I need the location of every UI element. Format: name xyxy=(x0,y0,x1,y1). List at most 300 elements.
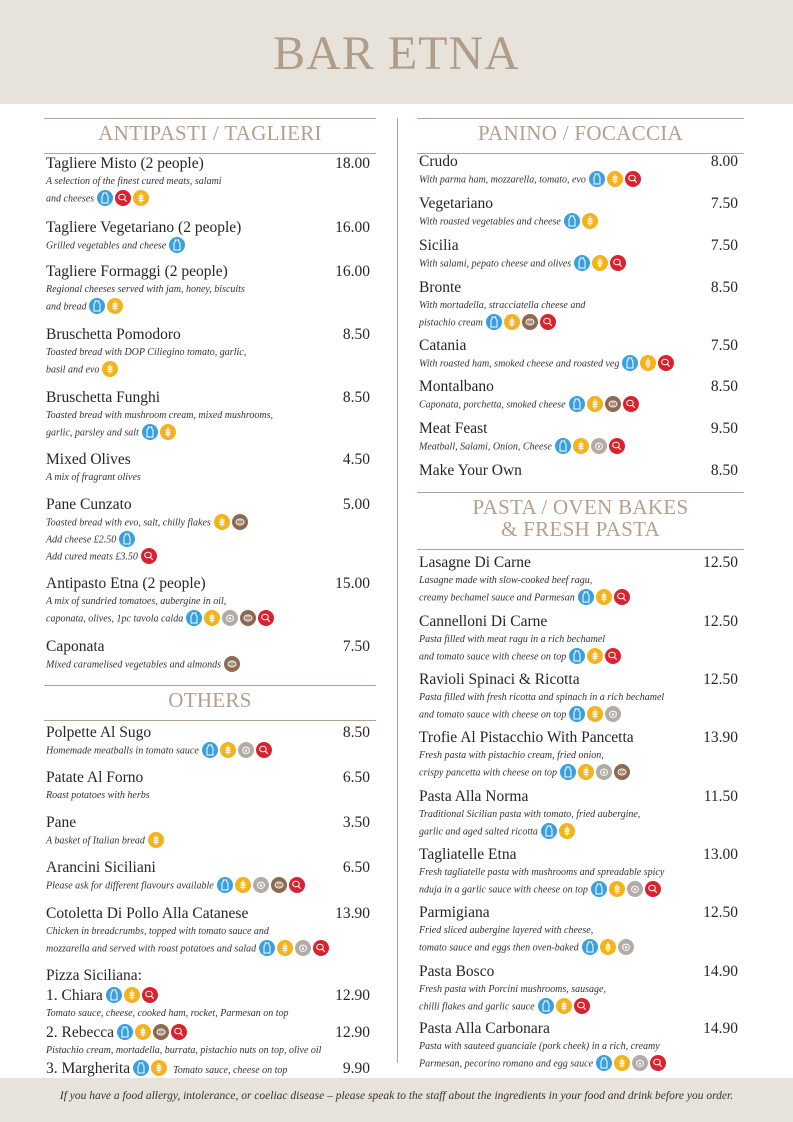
description-text: Add cured meats £3.50 xyxy=(46,550,138,562)
description-text: Toasted bread with evo, salt, chilly flakes xyxy=(46,517,211,529)
description-text: Pasta filled with fresh ricotta and spinach in a rich bechamel xyxy=(419,692,665,703)
item-name: Antipasto Etna (2 people) xyxy=(46,575,206,592)
item-name: Pasta Bosco xyxy=(419,963,495,980)
allergen-icons xyxy=(217,877,305,893)
item-description xyxy=(419,397,744,414)
item-price: 6.50 xyxy=(342,769,370,786)
description-text: A selection of the finest cured meats, salami xyxy=(46,176,222,187)
milk-bottle-icon xyxy=(560,764,576,780)
description-text: With parma ham, mozzarella, tomato, evo xyxy=(419,174,586,186)
menu-item xyxy=(419,962,744,1015)
item-price: 7.50 xyxy=(710,337,738,354)
item-name: Parmigiana xyxy=(419,904,490,921)
item-description xyxy=(419,1039,744,1056)
item-price: 8.50 xyxy=(342,326,370,343)
allergen-icons xyxy=(569,396,639,412)
allergen-icons xyxy=(564,213,598,229)
pizza-name-text: 2. Rebecca xyxy=(46,1023,114,1041)
milk-bottle-icon xyxy=(622,355,638,371)
menu-item xyxy=(46,768,376,805)
meat-drumstick-icon xyxy=(658,355,674,371)
description-text: Fresh tagliatelle pasta with mushrooms and spreadable spicy xyxy=(419,867,665,878)
menu-item xyxy=(46,813,376,850)
item-description xyxy=(46,743,376,760)
item-description xyxy=(46,515,376,532)
milk-bottle-icon xyxy=(169,237,185,253)
panino-heading: PANINO / FOCACCIA xyxy=(477,121,684,145)
wheat-icon xyxy=(609,881,625,897)
item-description xyxy=(46,594,376,611)
item-description xyxy=(419,1056,744,1073)
menu-item xyxy=(46,154,376,207)
item-price: 12.50 xyxy=(703,904,738,921)
description-text: Parmesan, pecorino romano and egg sauce xyxy=(419,1057,594,1069)
meat-drumstick-icon xyxy=(625,171,641,187)
description-text: Please ask for different flavours available xyxy=(46,880,214,892)
allergen-icons xyxy=(186,610,274,626)
pizza-description: Tomato sauce, cheese, cooked ham, rocket, Parmesan on top xyxy=(46,1008,289,1019)
menu-item xyxy=(419,336,744,373)
wheat-icon xyxy=(587,648,603,664)
item-name: Cannelloni Di Carne xyxy=(419,613,548,630)
item-description xyxy=(419,982,744,999)
description-text: Meatball, Salami, Onion, Cheese xyxy=(419,441,552,453)
antipasti-heading: ANTIPASTI / TAGLIERI xyxy=(98,121,322,145)
description-text: Caponata, porchetta, smoked cheese xyxy=(419,399,566,411)
item-description xyxy=(419,999,744,1016)
item-description xyxy=(46,941,376,958)
item-description xyxy=(419,807,744,824)
nut-icon xyxy=(240,610,256,626)
wheat-icon xyxy=(277,940,293,956)
milk-bottle-icon xyxy=(106,987,122,1003)
item-description xyxy=(419,298,744,315)
item-description xyxy=(419,865,744,882)
item-description xyxy=(46,924,376,941)
meat-drumstick-icon xyxy=(605,648,621,664)
item-price: 18.00 xyxy=(335,155,370,172)
egg-icon xyxy=(632,1055,648,1071)
item-price: 8.50 xyxy=(342,724,370,741)
allergen-icons xyxy=(97,190,149,206)
item-price: 14.90 xyxy=(703,963,738,980)
wheat-icon xyxy=(607,171,623,187)
item-name: Pane Cunzato xyxy=(46,496,132,513)
wheat-icon xyxy=(559,823,575,839)
description-text: With salami, pepato cheese and olives xyxy=(419,258,572,270)
meat-drumstick-icon xyxy=(623,396,639,412)
wheat-icon xyxy=(592,255,608,271)
item-price: 9.50 xyxy=(710,420,738,437)
wheat-icon xyxy=(214,514,230,530)
pizza-heading: Pizza Siciliana: xyxy=(46,967,142,984)
allergen-icons xyxy=(141,548,157,564)
wheat-icon xyxy=(640,355,656,371)
menu-item xyxy=(46,574,376,627)
wheat-icon xyxy=(235,877,251,893)
menu-item xyxy=(46,858,376,895)
description-text: Toasted bread with DOP Ciliegino tomato, garlic, xyxy=(46,347,247,358)
nut-icon xyxy=(232,514,248,530)
allergen-icons xyxy=(541,823,575,839)
milk-bottle-icon xyxy=(591,881,607,897)
item-description xyxy=(419,765,744,782)
description-text: A mix of sundried tomatoes, aubergine in oil, xyxy=(46,596,227,607)
item-price: 6.50 xyxy=(342,859,370,876)
item-description xyxy=(419,707,744,724)
wheat-icon xyxy=(133,190,149,206)
description-text: Grilled vegetables and cheese xyxy=(46,240,167,252)
description-text: Roast potatoes with herbs xyxy=(46,790,150,801)
item-price: 13.90 xyxy=(335,905,370,922)
description-text: Regional cheeses served with jam, honey, biscuits xyxy=(46,284,245,295)
milk-bottle-icon xyxy=(596,1055,612,1071)
pizza-name-text: 1. Chiara xyxy=(46,987,103,1004)
description-text: creamy bechamel sauce and Parmesan xyxy=(419,591,575,603)
menu-item xyxy=(46,637,376,674)
item-price: 7.50 xyxy=(342,638,370,655)
meat-drumstick-icon xyxy=(610,255,626,271)
egg-icon xyxy=(238,742,254,758)
meat-drumstick-icon xyxy=(609,438,625,454)
egg-icon xyxy=(605,706,621,722)
item-name: Mixed Olives xyxy=(46,451,131,468)
meat-drumstick-icon xyxy=(313,940,329,956)
item-description xyxy=(419,573,744,590)
meat-drumstick-icon xyxy=(256,742,272,758)
menu-item xyxy=(419,461,744,481)
menu-item xyxy=(419,787,744,840)
menu-item xyxy=(419,377,744,414)
milk-bottle-icon xyxy=(541,823,557,839)
item-name: Bronte xyxy=(419,279,462,296)
allergen-icons xyxy=(596,1055,666,1071)
egg-icon xyxy=(596,764,612,780)
wheat-icon xyxy=(614,1055,630,1071)
wheat-icon xyxy=(578,764,594,780)
egg-icon xyxy=(222,610,238,626)
allergen-icons xyxy=(591,881,661,897)
wheat-icon xyxy=(107,298,123,314)
item-price: 8.50 xyxy=(710,378,738,395)
item-name: Make Your Own xyxy=(419,462,522,479)
nut-icon xyxy=(224,656,240,672)
allergen-icons xyxy=(214,514,248,530)
item-name: Crudo xyxy=(419,153,458,170)
item-price: 5.00 xyxy=(342,496,370,513)
menu-item xyxy=(419,728,744,781)
milk-bottle-icon xyxy=(578,589,594,605)
menu-item xyxy=(419,903,744,956)
meat-drumstick-icon xyxy=(141,548,157,564)
item-name: Bruschetta Funghi xyxy=(46,389,161,406)
pizza-name xyxy=(46,1059,376,1080)
menu-item xyxy=(419,845,744,898)
pizza-name xyxy=(46,986,376,1006)
allergy-notice: If you have a food allergy, intolerance, or coeliac disease – please speak to the staff about the ingredients in your food and drink before you order. xyxy=(59,1090,734,1102)
description-text: pistachio cream xyxy=(419,316,483,328)
milk-bottle-icon xyxy=(555,438,571,454)
item-description xyxy=(46,833,376,850)
item-description xyxy=(419,923,744,940)
milk-bottle-icon xyxy=(569,706,585,722)
wheat-icon xyxy=(556,998,572,1014)
allergen-icons xyxy=(259,940,329,956)
wheat-icon xyxy=(587,396,603,412)
description-text: With roasted vegetables and cheese xyxy=(419,216,561,228)
description-text: and tomato sauce with cheese on top xyxy=(419,708,567,720)
pizza-name-text: 3. Margherita xyxy=(46,1060,131,1077)
item-price: 12.50 xyxy=(703,613,738,630)
egg-icon xyxy=(591,438,607,454)
wheat-icon xyxy=(504,314,520,330)
pizza-row xyxy=(46,1023,376,1060)
item-name: Sicilia xyxy=(419,237,459,254)
item-description xyxy=(46,549,376,566)
wheat-icon xyxy=(135,1024,151,1040)
menu-item xyxy=(46,262,376,315)
item-description xyxy=(46,470,376,487)
item-description xyxy=(46,657,376,674)
meat-drumstick-icon xyxy=(115,190,131,206)
allergen-icons xyxy=(569,706,621,722)
menu-item xyxy=(419,670,744,723)
allergen-icons xyxy=(589,171,641,187)
menu-item xyxy=(46,325,376,378)
footer-banner xyxy=(0,1078,793,1122)
item-name: Cotoletta Di Pollo Alla Catanese xyxy=(46,905,249,922)
wheat-icon xyxy=(600,939,616,955)
allergen-icons xyxy=(555,438,625,454)
wheat-icon xyxy=(160,424,176,440)
item-description xyxy=(46,345,376,362)
milk-bottle-icon xyxy=(486,314,502,330)
menu-item xyxy=(46,904,376,957)
item-description xyxy=(46,299,376,316)
item-name: Meat Feast xyxy=(419,420,488,437)
item-description xyxy=(46,191,376,208)
menu-item xyxy=(419,553,744,606)
pizza-row xyxy=(46,986,376,1023)
allergen-icons xyxy=(106,987,158,1003)
description-text: Toasted bread with mushroom cream, mixed mushrooms, xyxy=(46,410,274,421)
pasta-heading: PASTA / OVEN BAKES xyxy=(472,495,689,519)
description-text: basil and evo xyxy=(46,363,100,375)
meat-drumstick-icon xyxy=(171,1024,187,1040)
item-description xyxy=(46,174,376,191)
item-price: 7.50 xyxy=(710,195,738,212)
description-text: With mortadella, stracciatella cheese and xyxy=(419,300,586,311)
milk-bottle-icon xyxy=(569,396,585,412)
others-heading: OTHERS xyxy=(168,688,252,712)
item-name: Ravioli Spinaci & Ricotta xyxy=(419,671,580,688)
milk-bottle-icon xyxy=(97,190,113,206)
allergen-icons xyxy=(574,255,626,271)
item-name: Patate Al Forno xyxy=(46,769,144,786)
item-name: Polpette Al Sugo xyxy=(46,724,152,741)
meat-drumstick-icon xyxy=(645,881,661,897)
item-description xyxy=(46,878,376,895)
item-name: Pasta Alla Carbonara xyxy=(419,1020,550,1037)
description-text: nduja in a garlic sauce with cheese on top xyxy=(419,883,588,895)
pizza-price: 12.90 xyxy=(335,987,370,1004)
menu-item xyxy=(46,723,376,760)
item-description xyxy=(46,788,376,805)
item-description xyxy=(46,611,376,628)
description-text: caponata, olives, 1pc tavola calda xyxy=(46,612,184,624)
wheat-icon xyxy=(124,987,140,1003)
wheat-icon xyxy=(596,589,612,605)
menu-item xyxy=(419,236,744,273)
item-price: 12.50 xyxy=(703,671,738,688)
item-description xyxy=(46,532,376,549)
item-price: 8.00 xyxy=(710,153,738,170)
item-description xyxy=(419,690,744,707)
description-text: garlic, parsley and salt xyxy=(46,426,139,438)
allergen-icons xyxy=(133,1060,167,1076)
nut-icon xyxy=(605,396,621,412)
meat-drumstick-icon xyxy=(258,610,274,626)
menu-item xyxy=(419,194,744,231)
description-text: garlic and aged salted ricotta xyxy=(419,825,538,837)
header-banner xyxy=(0,0,793,104)
nut-icon xyxy=(271,877,287,893)
meat-drumstick-icon xyxy=(289,877,305,893)
allergen-icons xyxy=(119,531,135,547)
pizza-row xyxy=(46,1059,376,1080)
description-text: With roasted ham, smoked cheese and roasted veg xyxy=(419,358,620,370)
milk-bottle-icon xyxy=(589,171,605,187)
pasta-heading: & FRESH PASTA xyxy=(500,517,660,541)
wheat-icon xyxy=(151,1060,167,1076)
milk-bottle-icon xyxy=(202,742,218,758)
item-description xyxy=(419,256,744,273)
item-price: 11.50 xyxy=(703,788,738,805)
item-name: Lasagne Di Carne xyxy=(419,554,531,571)
meat-drumstick-icon xyxy=(614,589,630,605)
pizza-price: 12.90 xyxy=(335,1023,370,1041)
description-text: Fried sliced aubergine layered with cheese, xyxy=(419,925,594,936)
item-name: Catania xyxy=(419,337,467,354)
item-description xyxy=(46,282,376,299)
milk-bottle-icon xyxy=(569,648,585,664)
item-price: 7.50 xyxy=(710,237,738,254)
item-description xyxy=(419,940,744,957)
item-name: Tagliere Misto (2 people) xyxy=(46,155,204,172)
item-price: 13.00 xyxy=(703,846,738,863)
wheat-icon xyxy=(220,742,236,758)
description-text: A basket of Italian bread xyxy=(46,835,145,847)
wheat-icon xyxy=(102,361,118,377)
item-name: Bruschetta Pomodoro xyxy=(46,326,181,343)
pizza-price: 9.90 xyxy=(342,1060,370,1077)
description-text: tomato sauce and eggs then oven-baked xyxy=(419,941,579,953)
milk-bottle-icon xyxy=(142,424,158,440)
wheat-icon xyxy=(587,706,603,722)
allergen-icons xyxy=(622,355,674,371)
description-text: and cheeses xyxy=(46,192,95,204)
wheat-icon xyxy=(582,213,598,229)
description-text: and bread xyxy=(46,300,87,312)
description-text: Traditional Sicilian pasta with tomato, fried aubergine, xyxy=(419,809,641,820)
description-text: Fresh pasta with Porcini mushrooms, sausage, xyxy=(419,984,606,995)
item-name: Tagliatelle Etna xyxy=(419,846,517,863)
item-description xyxy=(419,590,744,607)
item-name: Tagliere Formaggi (2 people) xyxy=(46,263,228,280)
item-price: 4.50 xyxy=(342,451,370,468)
milk-bottle-icon xyxy=(117,1024,133,1040)
meat-drumstick-icon xyxy=(142,987,158,1003)
item-description xyxy=(419,882,744,899)
allergen-icons xyxy=(486,314,556,330)
milk-bottle-icon xyxy=(574,255,590,271)
menu-item xyxy=(419,152,744,189)
item-name: Tagliere Vegetariano (2 people) xyxy=(46,219,242,236)
menu-item xyxy=(46,388,376,441)
nut-icon xyxy=(614,764,630,780)
wheat-icon xyxy=(148,832,164,848)
item-name: Vegetariano xyxy=(419,195,494,212)
pizza-description: Tomato sauce, cheese on top xyxy=(173,1065,288,1076)
allergen-icons xyxy=(102,361,118,377)
description-text: crispy pancetta with cheese on top xyxy=(419,766,558,778)
item-price: 8.50 xyxy=(710,462,738,479)
description-text: A mix of fragrant olives xyxy=(46,472,141,483)
item-description xyxy=(46,238,376,255)
menu-item xyxy=(419,419,744,456)
item-price: 8.50 xyxy=(342,389,370,406)
description-text: chilli flakes and garlic sauce xyxy=(419,1000,535,1012)
menu-item xyxy=(46,218,376,255)
milk-bottle-icon xyxy=(564,213,580,229)
allergen-icons xyxy=(89,298,123,314)
egg-icon xyxy=(627,881,643,897)
wheat-icon xyxy=(204,610,220,626)
item-description xyxy=(46,362,376,379)
item-description xyxy=(419,439,744,456)
allergen-icons xyxy=(117,1024,187,1040)
item-description xyxy=(46,408,376,425)
description-text: Pasta filled with meat ragu in a rich bechamel xyxy=(419,634,606,645)
description-text: Fresh pasta with pistachio cream, fried onion, xyxy=(419,750,604,761)
wheat-icon xyxy=(573,438,589,454)
menu-item xyxy=(419,612,744,665)
item-name: Arancini Siciliani xyxy=(46,859,156,876)
item-description xyxy=(419,172,744,189)
item-price: 16.00 xyxy=(335,263,370,280)
pizza-description: Pistachio cream, mortadella, burrata, pistachio nuts on top, olive oil xyxy=(46,1044,322,1056)
milk-bottle-icon xyxy=(133,1060,149,1076)
allergen-icons xyxy=(169,237,185,253)
item-description xyxy=(419,315,744,332)
description-text: Mixed caramelised vegetables and almonds xyxy=(46,659,221,671)
item-price: 14.90 xyxy=(703,1020,738,1037)
item-price: 8.50 xyxy=(710,279,738,296)
menu-item xyxy=(46,450,376,487)
item-name: Montalbano xyxy=(419,378,494,395)
item-description xyxy=(419,649,744,666)
milk-bottle-icon xyxy=(538,998,554,1014)
menu-item xyxy=(419,1019,744,1072)
item-description xyxy=(419,632,744,649)
egg-icon xyxy=(295,940,311,956)
allergen-icons xyxy=(202,742,272,758)
description-text: Chicken in breadcrumbs, topped with tomato sauce and xyxy=(46,926,269,937)
item-price: 3.50 xyxy=(342,814,370,831)
item-description xyxy=(419,356,744,373)
restaurant-title: BAR ETNA xyxy=(273,27,520,80)
description-text: Lasagne made with slow-cooked beef ragu, xyxy=(419,575,593,586)
